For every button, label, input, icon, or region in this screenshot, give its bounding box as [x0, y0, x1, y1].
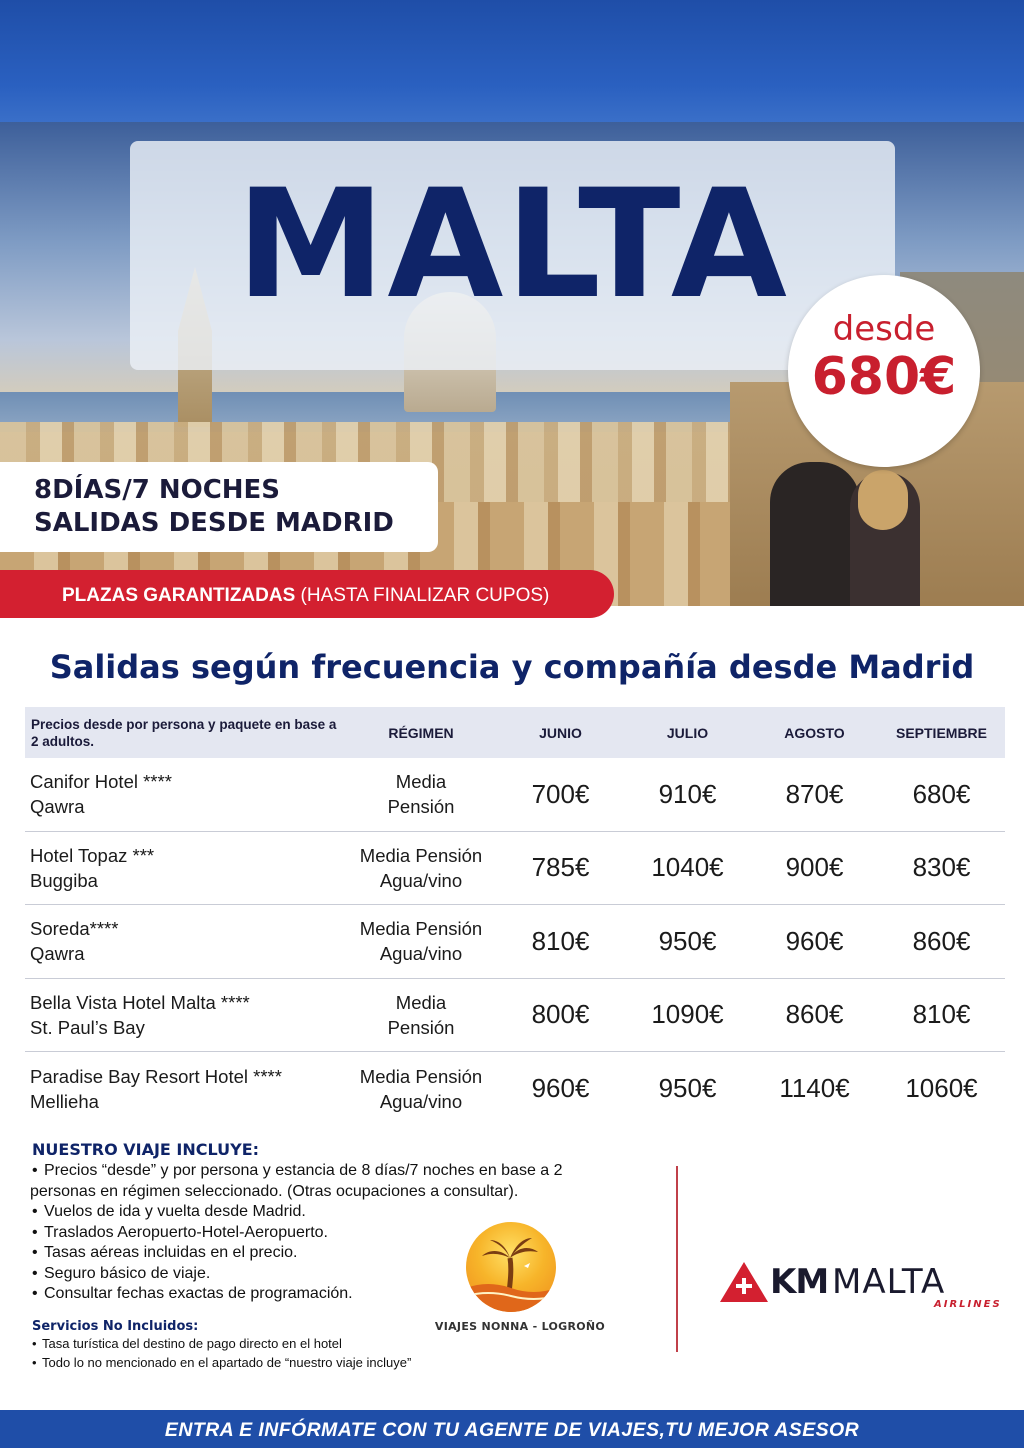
airline-sub: AIRLINES [934, 1299, 1002, 1310]
bullet-glyph: • [32, 1244, 38, 1261]
km-malta-cross-icon [718, 1260, 770, 1304]
include-text: Consultar fechas exactas de programación. [44, 1285, 353, 1302]
include-text: Precios “desde” y por persona y estancia de 8 días/7 noches en base a 2 [44, 1162, 563, 1179]
header-month: JULIO [666, 724, 709, 741]
departure-line: SALIDAS DESDE MADRID [34, 508, 394, 538]
header-month: AGOSTO [784, 724, 845, 741]
agency-name: VIAJES NONNA - LOGROÑO [434, 1320, 606, 1333]
hotel-cell [25, 843, 345, 893]
regimen-cell [345, 990, 497, 1040]
hotel-location: Buggiba [30, 869, 98, 891]
divider [676, 1166, 678, 1352]
table-row [25, 905, 1005, 979]
hotel-name: Paradise Bay Resort Hotel **** [30, 1065, 282, 1087]
ribbon-regular-text: (HASTA FINALIZAR CUPOS) [295, 585, 550, 606]
excluded-text: Todo lo no mencionado en el apartado de “nuestro viaje incluye” [42, 1354, 412, 1370]
include-item [32, 1243, 672, 1264]
hotel-location: Mellieha [30, 1090, 99, 1112]
include-item [32, 1161, 672, 1182]
bullet-glyph: • [32, 1162, 38, 1179]
price-cell: 1060€ [905, 1073, 978, 1104]
price-cell: 960€ [785, 925, 844, 956]
include-item [32, 1284, 672, 1305]
hotel-name: Bella Vista Hotel Malta **** [30, 991, 250, 1013]
price-cell: 910€ [658, 778, 717, 809]
bullet-glyph: • [32, 1264, 38, 1282]
guaranteed-seats-ribbon [0, 570, 614, 618]
price-cell: 860€ [912, 925, 971, 956]
hotel-cell [25, 916, 345, 966]
hotel-cell [25, 769, 345, 819]
include-item-continuation: personas en régimen seleccionado. (Otras ocupaciones a consultar). [30, 1182, 519, 1200]
include-text: Vuelos de ida y vuelta desde Madrid. [44, 1203, 306, 1220]
regimen-line: Pensión [387, 1016, 455, 1038]
top-blue-band [0, 0, 1024, 122]
hotel-name: Hotel Topaz *** [30, 844, 155, 866]
table-row [25, 979, 1005, 1053]
price-cell: 900€ [785, 852, 844, 883]
hotel-location: Qawra [30, 796, 85, 818]
duration-box [0, 462, 438, 552]
header-month: SEPTIEMBRE [895, 724, 987, 741]
includes-section [32, 1140, 672, 1372]
ribbon-bold-text: PLAZAS GARANTIZADAS [62, 585, 296, 606]
bullet-glyph: • [32, 1354, 37, 1370]
price-from-label: desde [832, 309, 936, 349]
include-text: Traslados Aeropuerto-Hotel-Aeropuerto. [44, 1223, 328, 1241]
bullet-glyph: • [32, 1335, 37, 1351]
includes-title: NUESTRO VIAJE INCLUYE: [32, 1140, 260, 1159]
hotel-cell [25, 990, 345, 1040]
header-regimen: RÉGIMEN [388, 724, 454, 741]
price-cell: 960€ [531, 1073, 590, 1104]
price-cell: 830€ [912, 852, 971, 883]
price-cell: 950€ [658, 925, 717, 956]
regimen-cell [345, 843, 497, 893]
regimen-line: Media [395, 771, 447, 793]
table-row [25, 832, 1005, 906]
regimen-line: Media [395, 991, 447, 1013]
price-cell: 860€ [785, 999, 844, 1030]
price-cell: 700€ [531, 778, 590, 809]
regimen-line: Agua/vino [379, 1090, 463, 1112]
regimen-line: Agua/vino [379, 869, 463, 891]
regimen-line: Agua/vino [379, 943, 463, 965]
hotel-name: Soreda**** [30, 918, 119, 940]
excluded-title: Servicios No Incluidos: [32, 1318, 199, 1334]
hotel-location: Qawra [30, 943, 85, 965]
price-value: 680€ [811, 347, 957, 407]
destination-title: MALTA [236, 158, 789, 332]
price-cell: 810€ [912, 999, 971, 1030]
airline-name: MALTA [832, 1262, 946, 1302]
hotel-cell [25, 1064, 345, 1114]
header-note: Precios desde por persona y paquete en base a 2 adultos. [31, 716, 337, 749]
regimen-line: Media Pensión [359, 918, 483, 940]
table-header [25, 707, 1005, 758]
excluded-item [32, 1353, 672, 1372]
regimen-line: Media Pensión [359, 1065, 483, 1087]
table-row [25, 758, 1005, 832]
include-item [32, 1264, 672, 1285]
regimen-cell [345, 1064, 497, 1114]
regimen-line: Pensión [387, 796, 455, 818]
price-cell: 800€ [531, 999, 590, 1030]
include-text: Seguro básico de viaje. [44, 1264, 211, 1282]
excluded-text: Tasa turística del destino de pago directo en el hotel [42, 1335, 342, 1351]
include-item [32, 1223, 672, 1244]
palm-tree-sunset-logo-icon [466, 1222, 556, 1312]
header-month: JUNIO [539, 724, 582, 741]
regimen-cell [345, 769, 497, 819]
duration-line: 8DÍAS/7 NOCHES [34, 475, 281, 505]
table-row [25, 1052, 1005, 1126]
hotel-name: Canifor Hotel **** [30, 771, 172, 793]
price-table [25, 707, 1005, 1126]
price-cell: 680€ [912, 778, 971, 809]
airline-logo [718, 1254, 1002, 1314]
price-cell: 1040€ [651, 852, 724, 883]
section-heading: Salidas según frecuencia y compañía desde Madrid [49, 648, 975, 686]
include-text: Tasas aéreas incluidas en el precio. [44, 1244, 298, 1261]
price-badge [788, 275, 980, 467]
bullet-glyph: • [32, 1223, 38, 1241]
price-cell: 785€ [531, 852, 590, 883]
bullet-glyph: • [32, 1285, 38, 1302]
price-cell: 870€ [785, 778, 844, 809]
price-cell: 1140€ [779, 1073, 850, 1104]
hotel-location: St. Paul’s Bay [30, 1016, 145, 1038]
excluded-item [32, 1334, 672, 1353]
regimen-cell [345, 916, 497, 966]
price-cell: 950€ [658, 1073, 717, 1104]
regimen-line: Media Pensión [359, 844, 483, 866]
price-cell: 810€ [531, 925, 590, 956]
footer-banner: ENTRA E INFÓRMATE CON TU AGENTE DE VIAJES,TU MEJOR ASESOR [0, 1410, 1024, 1448]
bullet-glyph: • [32, 1203, 38, 1220]
include-item [32, 1202, 672, 1223]
price-cell: 1090€ [651, 999, 724, 1030]
airline-brand: KM [770, 1262, 829, 1302]
